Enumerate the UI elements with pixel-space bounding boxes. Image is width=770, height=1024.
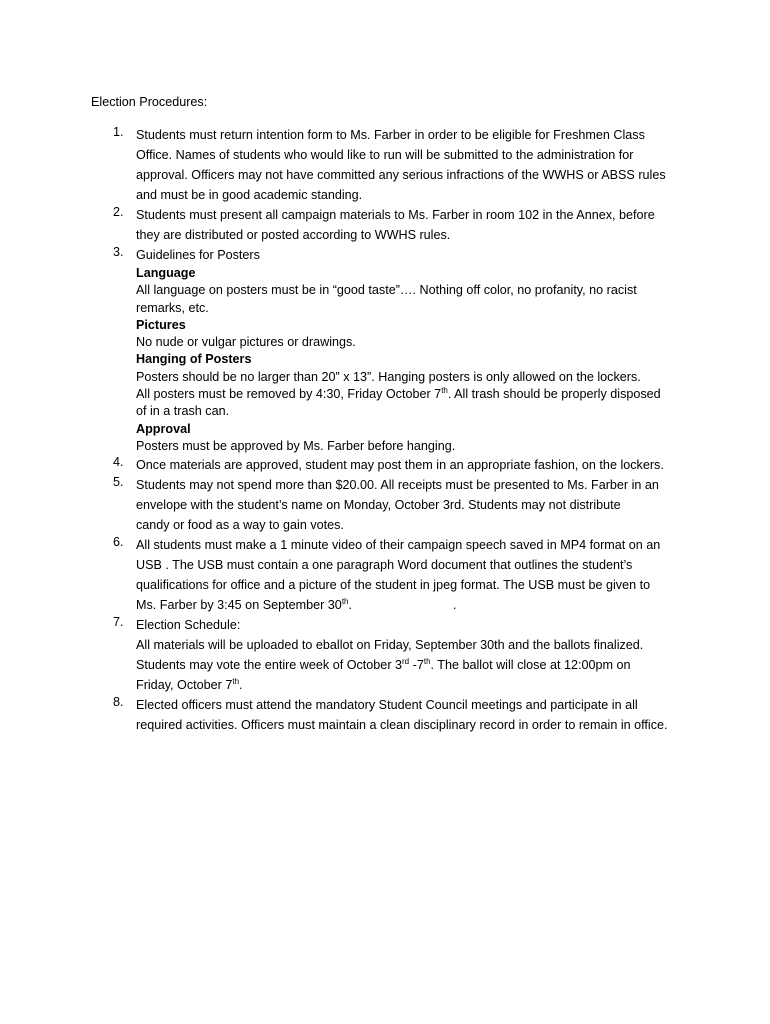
list-item-8 [91, 695, 696, 735]
item-heading: Guidelines for Posters [136, 248, 260, 262]
section-text [136, 369, 696, 421]
text-line: remarks, etc. [136, 300, 209, 315]
stray-period: . [452, 598, 457, 613]
text-line: Students must return intention form to Ms. Farber in order to be eligible for Freshmen Class [136, 128, 645, 142]
text-line: candy or food as a way to gain votes. [136, 518, 344, 533]
list-item-4 [91, 455, 696, 475]
text-line [136, 655, 696, 675]
section-text [136, 334, 696, 351]
text-line: they are distributed or posted according to WWHS rules. [136, 228, 451, 242]
text-line: Election Schedule: [136, 618, 241, 633]
item-number: 2. [113, 205, 124, 219]
item-number: 5. [113, 475, 124, 490]
ordinal-suffix: th [423, 657, 431, 667]
item-text [136, 475, 696, 535]
section-text [136, 282, 696, 317]
text-run: All posters must be removed by 4:30, Friday October 7 [136, 387, 442, 402]
document-title: Election Procedures: [91, 95, 208, 109]
text-line: envelope with the student’s name on Monday, October 3rd. Students may not distribute [136, 498, 621, 513]
text-line: and must be in good academic standing. [136, 188, 363, 202]
text-run: . [348, 598, 352, 613]
item-text [136, 205, 696, 245]
ordinal-suffix: rd [402, 657, 410, 667]
text-run: -7 [409, 658, 424, 673]
list-item-2 [91, 205, 696, 245]
text-run: Students may vote the entire week of October 3 [136, 658, 403, 673]
text-line: required activities. Officers must maintain a clean disciplinary record in order to remain in office. [136, 718, 668, 733]
text-line: Posters should be no larger than 20” x 13”. Hanging posters is only allowed on the lockers. [136, 369, 641, 384]
text-line: Posters must be approved by Ms. Farber before hanging. [136, 438, 456, 453]
text-line: Once materials are approved, student may post them in an appropriate fashion, on the lockers. [136, 458, 664, 473]
text-line: of in a trash can. [136, 404, 230, 419]
text-line: Students may not spend more than $20.00. All receipts must be presented to Ms. Farber in an [136, 478, 659, 493]
text-run: . [239, 678, 243, 693]
item-number: 6. [113, 535, 124, 550]
item-text [136, 455, 696, 475]
text-line [136, 675, 696, 695]
list-item-5 [91, 475, 696, 535]
section-text [136, 438, 696, 455]
item-text [136, 535, 696, 615]
section-heading-pictures: Pictures [136, 317, 186, 332]
item-number: 4. [113, 455, 124, 470]
item-number: 1. [113, 125, 124, 139]
text-line: No nude or vulgar pictures or drawings. [136, 335, 356, 350]
text-line: Office. Names of students who would like to run will be submitted to the administration for [136, 148, 634, 162]
text-run: . The ballot will close at 12:00pm on [430, 658, 631, 673]
item-number: 8. [113, 695, 124, 710]
text-line: All materials will be uploaded to eballot on Friday, September 30th and the ballots finalized. [136, 638, 644, 653]
text-run: . All trash should be properly disposed [447, 387, 661, 402]
section-heading-approval: Approval [136, 421, 191, 436]
text-line [136, 595, 696, 615]
item-number: 3. [113, 245, 124, 259]
text-line [136, 386, 696, 403]
text-line: USB . The USB must contain a one paragraph Word document that outlines the student’s [136, 558, 633, 573]
list-item-7 [91, 615, 696, 695]
ordinal-suffix: th [341, 597, 349, 607]
item-text [136, 125, 696, 205]
text-line: qualifications for office and a picture of the student in jpeg format. The USB must be given to [136, 578, 651, 593]
text-line: All students must make a 1 minute video of their campaign speech saved in MP4 format on an [136, 538, 661, 553]
section-heading-language: Language [136, 266, 196, 280]
poster-guidelines [136, 265, 696, 455]
procedure-list [91, 125, 696, 735]
text-line: Students must present all campaign materials to Ms. Farber in room 102 in the Annex, before [136, 208, 655, 222]
section-heading-hanging: Hanging of Posters [136, 352, 252, 367]
item-text [136, 695, 696, 735]
text-line: Elected officers must attend the mandatory Student Council meetings and participate in all [136, 698, 638, 713]
ordinal-suffix: th [441, 386, 448, 396]
text-line: approval. Officers may not have committed any serious infractions of the WWHS or ABSS rules [136, 168, 666, 182]
text-run: Ms. Farber by 3:45 on September 30 [136, 598, 342, 613]
item-number: 7. [113, 615, 124, 630]
text-line: All language on posters must be in “good taste”…. Nothing off color, no profanity, no racist [136, 283, 637, 298]
list-item-6 [91, 535, 696, 615]
list-item-1 [91, 125, 696, 205]
item-text [136, 615, 696, 695]
text-run: Friday, October 7 [136, 678, 233, 693]
ordinal-suffix: th [232, 677, 240, 687]
list-item-3 [91, 245, 696, 455]
